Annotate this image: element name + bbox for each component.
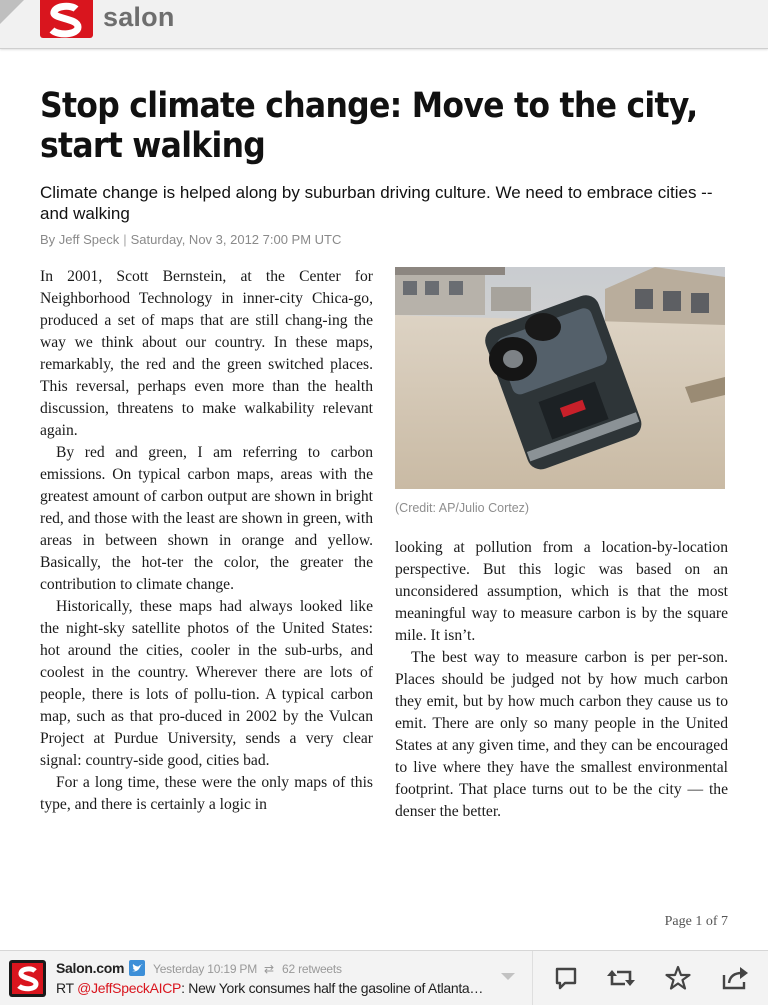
publish-date: Saturday, Nov 3, 2012 7:00 PM UTC <box>130 232 342 247</box>
tweet-text[interactable] <box>56 980 486 996</box>
comment-button[interactable] <box>549 961 583 995</box>
bottom-bar <box>0 950 768 1005</box>
article-column-right <box>395 537 728 823</box>
paragraph: looking at pollution from a location-by-location perspective. But this logic was based on an unconsidered assumption, which is that the most meaningful way to measure carbon is by the square mile. It isn’t. <box>395 539 728 644</box>
tweet-rt-prefix: RT <box>56 980 78 996</box>
author-name[interactable]: By Jeff Speck <box>40 232 120 247</box>
share-icon <box>720 964 750 992</box>
paragraph: The best way to measure carbon is per per-son. Places should be judged not by how much carbon they emit, but by how much carbon they cause us to emit. There are only so many people in the United States at any given time, and they can be encouraged to live where they have the smallest environmental footprint. That place turns out to be the city — the denser the better. <box>395 649 728 820</box>
tweet-body: : New York consumes half the gasoline of Atlanta… <box>181 980 484 996</box>
article-column-left <box>40 266 373 816</box>
avatar[interactable] <box>9 960 46 997</box>
tweet-time: Yesterday 10:19 PM <box>153 962 258 976</box>
paragraph: In 2001, Scott Bernstein, at the Center for Neighborhood Technology in inner-city Chica-go, produced a set of maps that are still chang-ing the way we think about our country. In these maps, remarkably, the red and the green switched places. This reversal, perhaps even more than the health discussion, threatens to make walkability relevant again. <box>40 268 373 439</box>
favorite-button[interactable] <box>661 961 695 995</box>
page-fold-corner[interactable] <box>0 0 24 24</box>
paragraph: For a long time, these were the only maps of this type, and there is certainly a logic in <box>40 774 373 813</box>
share-button[interactable] <box>718 961 752 995</box>
tweet-retweet-count: 62 retweets <box>282 962 342 976</box>
chevron-down-icon[interactable] <box>501 973 515 980</box>
salon-logo[interactable] <box>40 0 93 38</box>
comment-icon <box>552 964 580 992</box>
paragraph: By red and green, I am referring to carbon emissions. On typical carbon maps, areas with the greatest amount of carbon output are shown in bright red, and those with the least are shown in green, with areas in between shown in orange and yellow. Basically, the hot-ter the color, the greater the contribution to climate change. <box>40 444 373 593</box>
divider <box>532 951 533 1005</box>
article-headline: Stop climate change: Move to the city, start walking <box>40 86 698 166</box>
retweet-icon <box>606 964 636 992</box>
byline <box>40 232 730 248</box>
tweet-mention[interactable]: @JeffSpeckAICP <box>77 980 182 996</box>
star-icon <box>664 964 692 992</box>
retweet-button[interactable] <box>604 961 638 995</box>
tweet-account[interactable]: Salon.com <box>56 960 125 976</box>
salon-s-logo-icon <box>40 0 93 38</box>
article-photo[interactable] <box>395 267 725 489</box>
brand-wordmark[interactable]: salon <box>103 2 175 32</box>
overturned-car-photo <box>395 267 725 489</box>
twitter-bird-icon <box>129 960 145 976</box>
top-header <box>0 0 768 49</box>
page-indicator: Page 1 of 7 <box>664 914 728 929</box>
byline-separator: | <box>123 232 127 247</box>
retweet-small-icon: ⇄ <box>264 962 275 976</box>
article-subhead: Climate change is helped along by suburban driving culture. We need to embrace cities -- and walking <box>40 183 713 223</box>
salon-avatar-icon <box>9 960 46 997</box>
paragraph: Historically, these maps had always looked like the night-sky satellite photos of the United States: hot around the cities, cooler in the sub-urbs, and coolest in the country. Wherever there are lots of people, there is lots of pollu-tion. A typical carbon map, such as that pro-duced in 2002 by the Vulcan Project at Purdue University, sends a very clear signal: country-side good, cities bad. <box>40 598 373 769</box>
photo-caption: (Credit: AP/Julio Cortez) <box>395 501 530 515</box>
